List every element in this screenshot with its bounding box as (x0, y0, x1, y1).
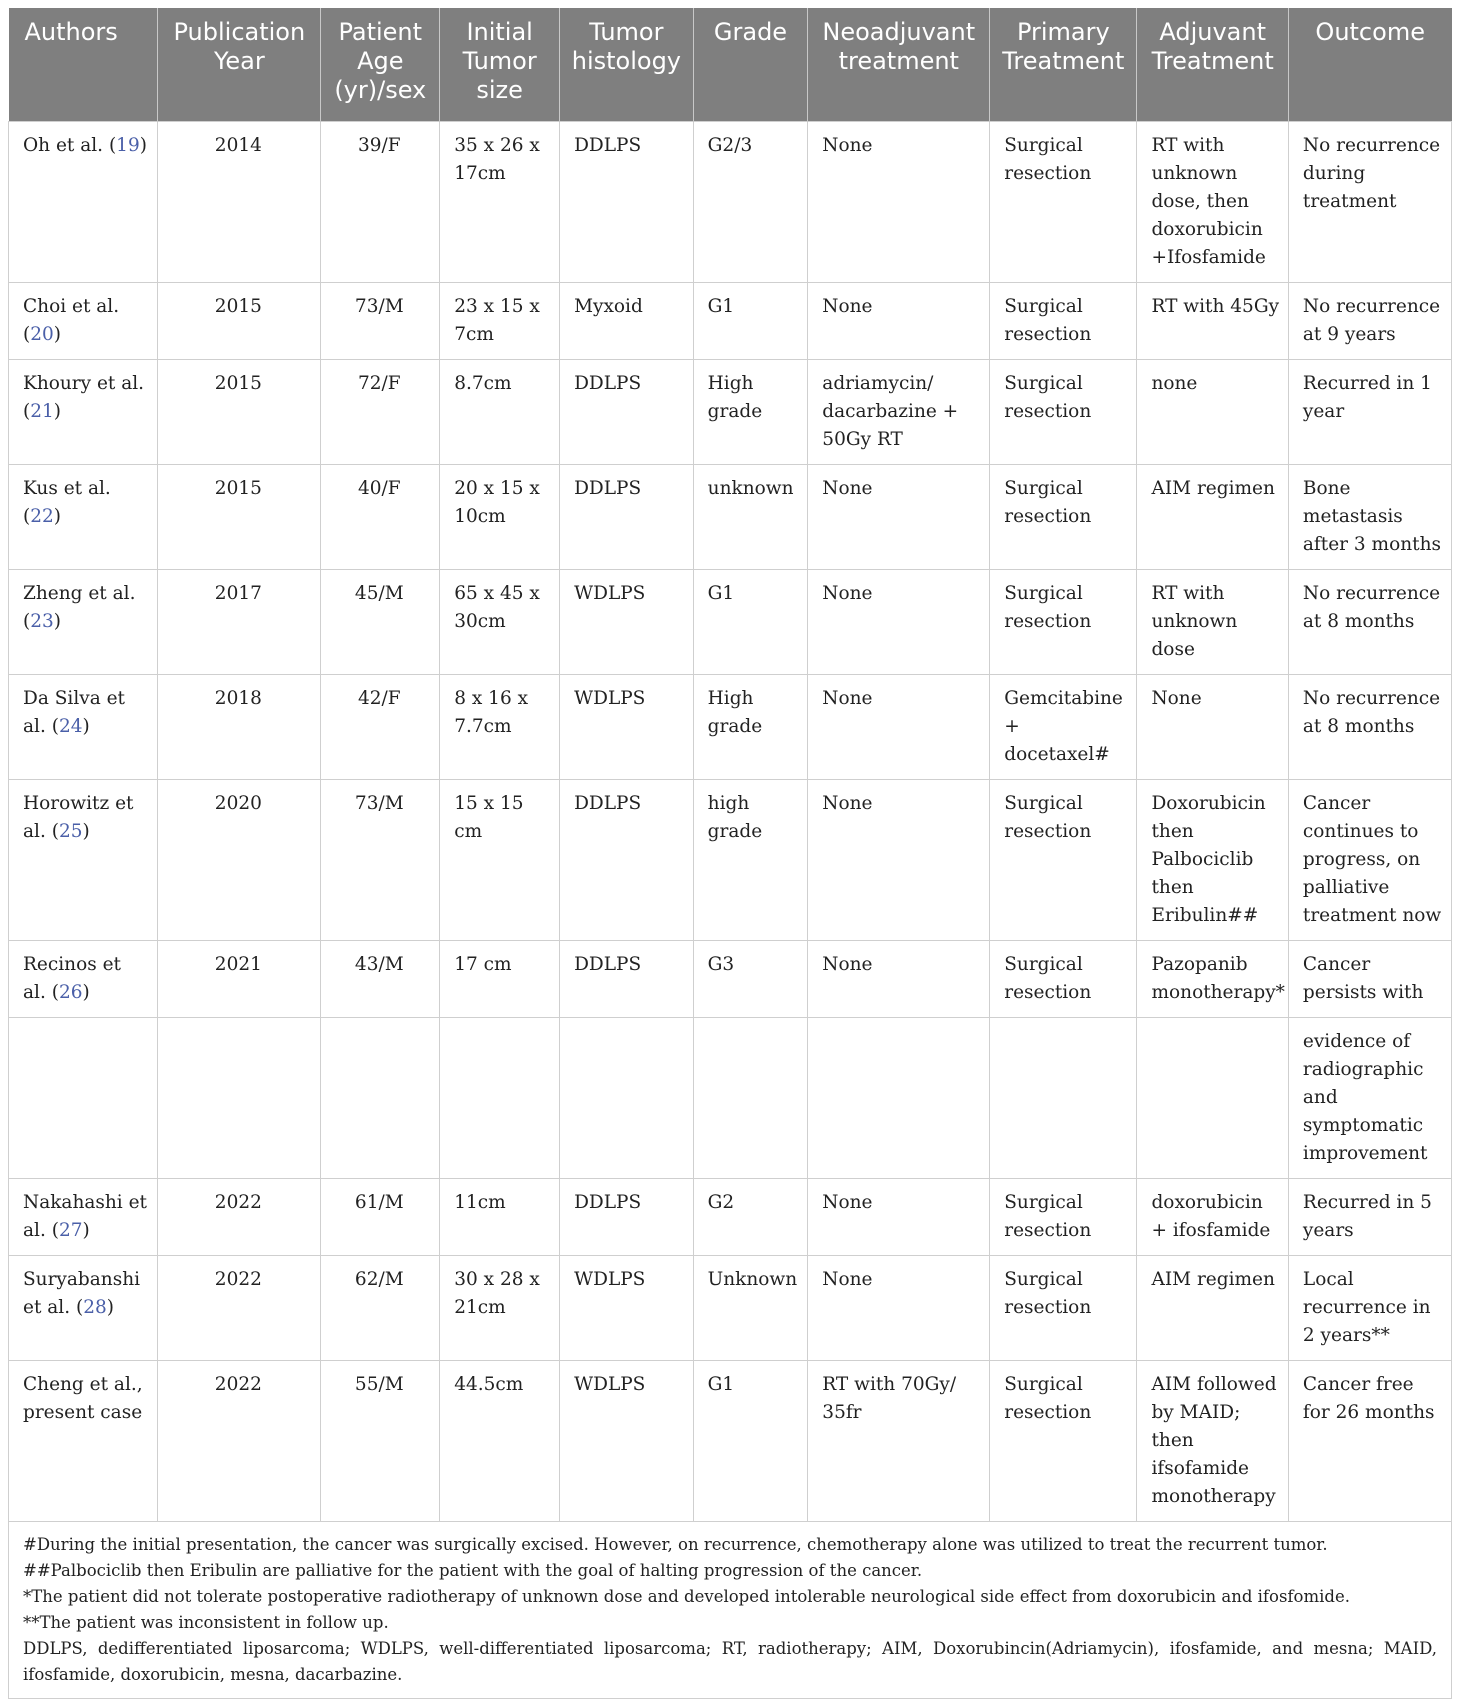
author-name: Horowitz et al. (23, 793, 134, 842)
cell-author: Recinos et al. (26) (9, 941, 158, 1018)
table-row (9, 941, 1452, 1018)
cell-grade: High grade (693, 360, 808, 465)
cell-outcome: No recurrence during treatment (1288, 122, 1451, 283)
table-footnotes (8, 1522, 1452, 1699)
table-header-row (9, 8, 1452, 122)
cell-tumor-size: 65 x 45 x 30cm (440, 570, 560, 675)
cell-tumor-size: 17 cm (440, 941, 560, 1018)
header-neoadjuvant-treatment: Neoadjuvant treatment (808, 8, 990, 122)
cell-author: Nakahashi et al. (27) (9, 1179, 158, 1256)
cell-author: Horowitz et al. (25) (9, 780, 158, 941)
cell-tumor-size: 8.7cm (440, 360, 560, 465)
cell-publication-year: 2022 (158, 1256, 321, 1361)
cell-grade: G1 (693, 283, 808, 360)
cell-outcome: Bone metastasis after 3 months (1288, 465, 1451, 570)
cell-tumor-histology: DDLPS (560, 122, 694, 283)
cell-tumor-size (440, 1018, 560, 1179)
author-name: Oh et al. (23, 135, 104, 156)
cell-age-sex: 43/M (321, 941, 440, 1018)
header-primary-treatment: Primary Treatment (990, 8, 1137, 122)
cell-publication-year: 2020 (158, 780, 321, 941)
cell-adjuvant-treatment: none (1137, 360, 1288, 465)
header-tumor-histology: Tumor histology (560, 8, 694, 122)
cell-primary-treatment: Surgical resection (990, 570, 1137, 675)
cell-tumor-histology (560, 1018, 694, 1179)
literature-review-table-panel (8, 8, 1452, 1699)
cell-publication-year: 2022 (158, 1179, 321, 1256)
cell-adjuvant-treatment: RT with unknown dose (1137, 570, 1288, 675)
table-row (9, 465, 1452, 570)
reference-link[interactable]: 20 (30, 324, 54, 345)
cell-grade: high grade (693, 780, 808, 941)
header-adjuvant-treatment: Adjuvant Treatment (1137, 8, 1288, 122)
cell-outcome: Recurred in 1 year (1288, 360, 1451, 465)
footnote-abbreviations: DDLPS, dedifferentiated liposarcoma; WDLPS, well-differentiated liposarcoma; RT, radiotherapy; AIM, Doxorubincin(Adriamycin), ifosfamide, and mesna; MAID, ifosfamide, doxorubicin, mesna, dacarbazine. (23, 1639, 1437, 1684)
cell-grade: High grade (693, 675, 808, 780)
cell-adjuvant-treatment: AIM followed by MAID; then ifsofamide monotherapy (1137, 1361, 1288, 1522)
cell-publication-year: 2022 (158, 1361, 321, 1522)
table-row (9, 360, 1452, 465)
footnote-double-hash: ##Palbociclib then Eribulin are palliative for the patient with the goal of halting progression of the cancer. (23, 1561, 923, 1580)
cell-author: Suryabanshi et al. (28) (9, 1256, 158, 1361)
cell-tumor-histology: DDLPS (560, 941, 694, 1018)
cell-adjuvant-treatment: Pazopanib monotherapy* (1137, 941, 1288, 1018)
cell-author: Kus et al. (22) (9, 465, 158, 570)
cell-tumor-histology: DDLPS (560, 780, 694, 941)
cell-tumor-histology: DDLPS (560, 465, 694, 570)
cell-neoadjuvant: None (808, 675, 990, 780)
cell-age-sex: 40/F (321, 465, 440, 570)
cell-adjuvant-treatment: None (1137, 675, 1288, 780)
cell-publication-year: 2015 (158, 465, 321, 570)
cell-outcome: Local recurrence in 2 years** (1288, 1256, 1451, 1361)
header-initial-tumor-size: Initial Tumor size (440, 8, 560, 122)
author-name: Khoury et al. (23, 373, 145, 394)
cell-grade: G2/3 (693, 122, 808, 283)
author-name: Recinos et al. (23, 954, 121, 1003)
cell-age-sex: 39/F (321, 122, 440, 283)
author-name: Choi et al. (23, 296, 120, 317)
cell-author: Choi et al. (20) (9, 283, 158, 360)
cell-neoadjuvant: None (808, 570, 990, 675)
cell-neoadjuvant: None (808, 283, 990, 360)
cell-neoadjuvant: None (808, 780, 990, 941)
cell-tumor-size: 8 x 16 x 7.7cm (440, 675, 560, 780)
table-body (9, 122, 1452, 1522)
cell-tumor-histology: DDLPS (560, 1179, 694, 1256)
header-patient-age-sex: Patient Age (yr)/sex (321, 8, 440, 122)
literature-review-table (8, 8, 1452, 1522)
cell-outcome: No recurrence at 8 months (1288, 570, 1451, 675)
header-grade: Grade (693, 8, 808, 122)
author-name: Suryabanshi et al. (23, 1269, 141, 1318)
cell-tumor-size: 15 x 15 cm (440, 780, 560, 941)
table-row (9, 570, 1452, 675)
cell-outcome: Cancer continues to progress, on palliative treatment now (1288, 780, 1451, 941)
reference-link[interactable]: 26 (58, 982, 83, 1003)
cell-outcome: evidence of radiographic and symptomatic improvement (1288, 1018, 1451, 1179)
cell-tumor-size: 30 x 28 x 21cm (440, 1256, 560, 1361)
cell-age-sex: 55/M (321, 1361, 440, 1522)
cell-tumor-histology: WDLPS (560, 1256, 694, 1361)
reference-link[interactable]: 25 (58, 821, 83, 842)
header-outcome: Outcome (1288, 8, 1451, 122)
table-row (9, 1361, 1452, 1522)
cell-primary-treatment: Surgical resection (990, 283, 1137, 360)
cell-grade: G3 (693, 941, 808, 1018)
author-name: Nakahashi et al. (23, 1192, 147, 1241)
cell-outcome: No recurrence at 8 months (1288, 675, 1451, 780)
cell-adjuvant-treatment: doxorubicin + ifosfamide (1137, 1179, 1288, 1256)
cell-author: Da Silva et al. (24) (9, 675, 158, 780)
cell-neoadjuvant: RT with 70Gy/ 35fr (808, 1361, 990, 1522)
table-row (9, 1018, 1452, 1179)
cell-primary-treatment: Surgical resection (990, 465, 1137, 570)
cell-primary-treatment: Surgical resection (990, 1361, 1137, 1522)
reference-link[interactable]: 23 (30, 611, 54, 632)
footnote-double-asterisk: **The patient was inconsistent in follow up. (23, 1613, 389, 1632)
cell-tumor-histology: Myxoid (560, 283, 694, 360)
cell-age-sex (321, 1018, 440, 1179)
table-row (9, 1256, 1452, 1361)
table-row (9, 283, 1452, 360)
cell-tumor-histology: DDLPS (560, 360, 694, 465)
cell-primary-treatment: Surgical resection (990, 780, 1137, 941)
cell-age-sex: 72/F (321, 360, 440, 465)
cell-author: Zheng et al. (23) (9, 570, 158, 675)
cell-adjuvant-treatment: AIM regimen (1137, 1256, 1288, 1361)
cell-adjuvant-treatment (1137, 1018, 1288, 1179)
cell-publication-year: 2017 (158, 570, 321, 675)
cell-author (9, 1018, 158, 1179)
cell-outcome: Recurred in 5 years (1288, 1179, 1451, 1256)
author-name: Kus et al. (23, 478, 111, 499)
cell-primary-treatment: Surgical resection (990, 1179, 1137, 1256)
cell-author: Khoury et al. (21) (9, 360, 158, 465)
cell-publication-year: 2021 (158, 941, 321, 1018)
cell-publication-year: 2015 (158, 360, 321, 465)
cell-adjuvant-treatment: RT with unknown dose, then doxorubicin +Ifosfamide (1137, 122, 1288, 283)
reference-link[interactable]: 22 (30, 506, 54, 527)
cell-tumor-histology: WDLPS (560, 570, 694, 675)
reference-link[interactable]: 27 (58, 1220, 83, 1241)
cell-tumor-size: 35 x 26 x 17cm (440, 122, 560, 283)
cell-age-sex: 73/M (321, 780, 440, 941)
cell-publication-year (158, 1018, 321, 1179)
header-publication-year: Publication Year (158, 8, 321, 122)
cell-author (9, 1361, 158, 1522)
cell-neoadjuvant: adriamycin/ dacarbazine + 50Gy RT (808, 360, 990, 465)
cell-grade: unknown (693, 465, 808, 570)
author-name: Zheng et al. (23, 583, 136, 604)
cell-neoadjuvant: None (808, 1256, 990, 1361)
author-name: Da Silva et al. (23, 688, 125, 737)
table-row (9, 1179, 1452, 1256)
cell-age-sex: 62/M (321, 1256, 440, 1361)
cell-primary-treatment: Surgical resection (990, 122, 1137, 283)
cell-tumor-size: 11cm (440, 1179, 560, 1256)
cell-neoadjuvant: None (808, 465, 990, 570)
table-row (9, 780, 1452, 941)
cell-author: Oh et al. (19) (9, 122, 158, 283)
cell-tumor-size: 23 x 15 x 7cm (440, 283, 560, 360)
cell-primary-treatment: Surgical resection (990, 1256, 1137, 1361)
cell-grade: Unknown (693, 1256, 808, 1361)
table-row (9, 675, 1452, 780)
reference-link[interactable]: 21 (30, 401, 54, 422)
cell-adjuvant-treatment: AIM regimen (1137, 465, 1288, 570)
cell-tumor-histology: WDLPS (560, 675, 694, 780)
cell-publication-year: 2015 (158, 283, 321, 360)
cell-outcome: Cancer persists with (1288, 941, 1451, 1018)
cell-primary-treatment: Surgical resection (990, 941, 1137, 1018)
cell-publication-year: 2018 (158, 675, 321, 780)
cell-adjuvant-treatment: Doxorubicin then Palbociclib then Eribulin## (1137, 780, 1288, 941)
cell-tumor-histology: WDLPS (560, 1361, 694, 1522)
cell-grade: G1 (693, 570, 808, 675)
cell-grade: G1 (693, 1361, 808, 1522)
cell-primary-treatment: Surgical resection (990, 360, 1137, 465)
reference-link[interactable]: 19 (116, 135, 140, 156)
cell-publication-year: 2014 (158, 122, 321, 283)
cell-outcome: No recurrence at 9 years (1288, 283, 1451, 360)
footnote-asterisk: *The patient did not tolerate postoperative radiotherapy of unknown dose and developed intolerable neurological side effect from doxorubicin and ifosfomide. (23, 1587, 1350, 1606)
cell-neoadjuvant (808, 1018, 990, 1179)
cell-tumor-size: 44.5cm (440, 1361, 560, 1522)
cell-neoadjuvant: None (808, 122, 990, 283)
cell-age-sex: 45/M (321, 570, 440, 675)
cell-age-sex: 73/M (321, 283, 440, 360)
cell-outcome: Cancer free for 26 months (1288, 1361, 1451, 1522)
author-name: Cheng et al., present case (23, 1374, 143, 1423)
header-authors: Authors (9, 8, 158, 122)
cell-neoadjuvant: None (808, 1179, 990, 1256)
cell-primary-treatment (990, 1018, 1137, 1179)
table-row (9, 122, 1452, 283)
cell-neoadjuvant: None (808, 941, 990, 1018)
reference-link[interactable]: 28 (83, 1297, 107, 1318)
cell-tumor-size: 20 x 15 x 10cm (440, 465, 560, 570)
cell-grade: G2 (693, 1179, 808, 1256)
cell-grade (693, 1018, 808, 1179)
reference-link[interactable]: 24 (58, 716, 83, 737)
cell-primary-treatment: Gemcitabine + docetaxel# (990, 675, 1137, 780)
cell-age-sex: 61/M (321, 1179, 440, 1256)
footnote-hash: #During the initial presentation, the cancer was surgically excised. However, on recurrence, chemotherapy alone was utilized to treat the recurrent tumor. (23, 1535, 1328, 1554)
cell-age-sex: 42/F (321, 675, 440, 780)
cell-adjuvant-treatment: RT with 45Gy (1137, 283, 1288, 360)
